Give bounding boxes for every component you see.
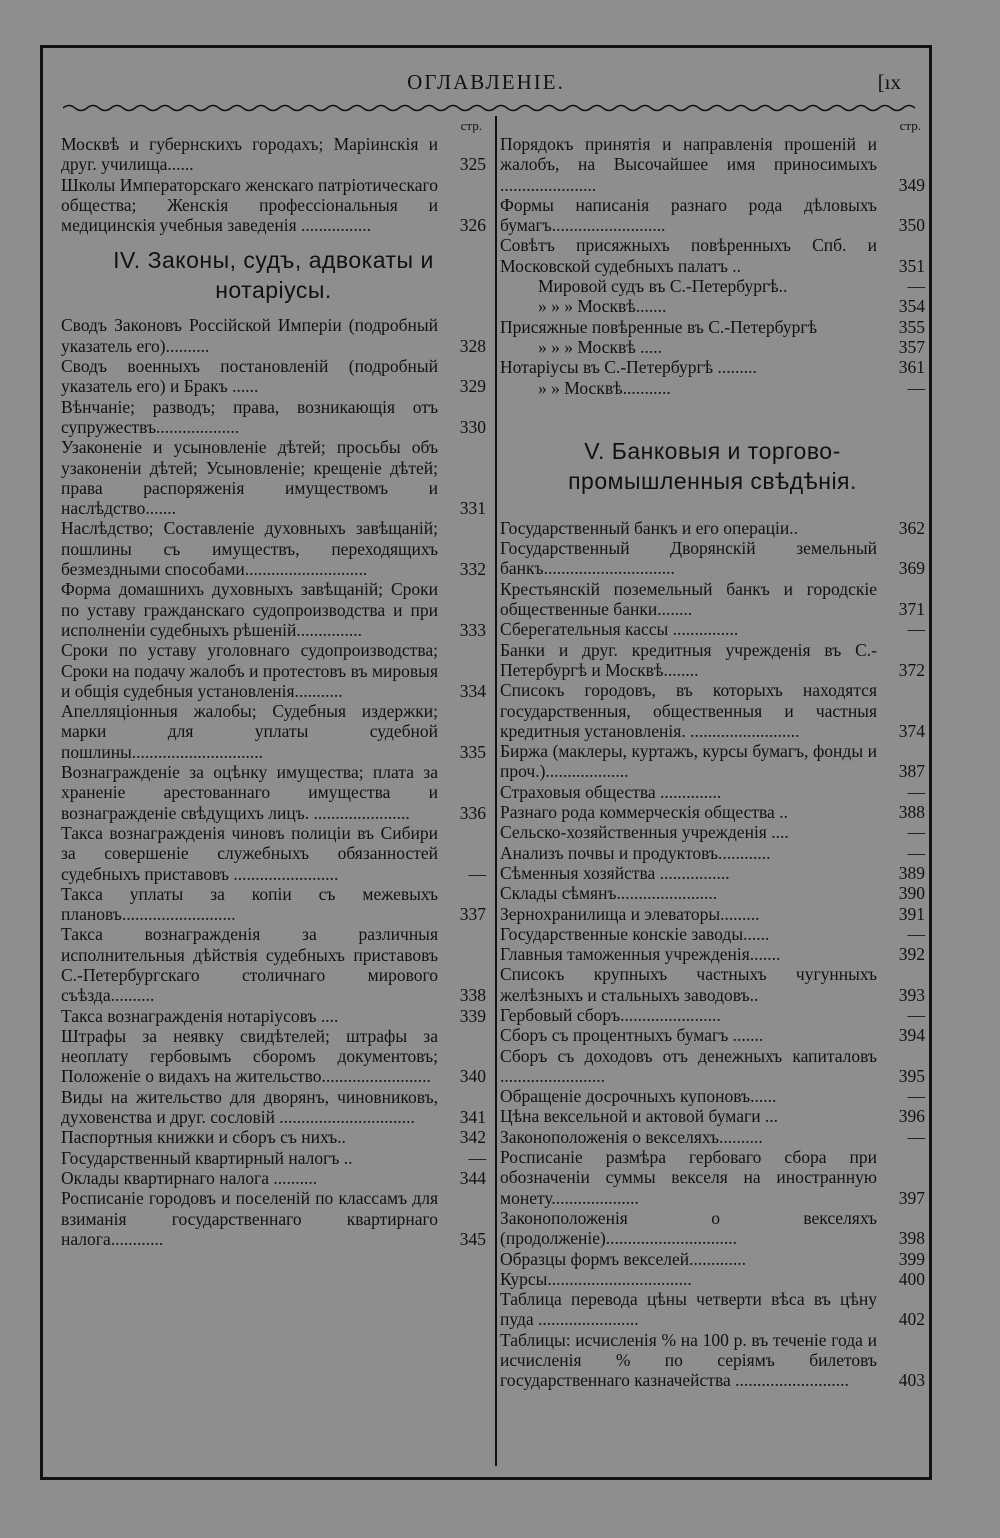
toc-entry-page: 394 xyxy=(898,1025,925,1046)
toc-entry-page: 349 xyxy=(898,174,925,195)
toc-entry-page: 389 xyxy=(898,862,925,883)
toc-entry-page: 329 xyxy=(459,376,486,397)
toc-entry-page: 361 xyxy=(898,357,925,378)
toc-entry-title: Росписаніе городовъ и поселеній по классамъ для взиманія государственнаго квартирнаго налога............ xyxy=(61,1188,438,1249)
toc-entry-title: Главныя таможенныя учрежденія....... xyxy=(500,944,781,965)
toc-entry-page: 338 xyxy=(459,985,486,1006)
toc-entry-title: Государственный Дворянскій земельный банкъ.............................. xyxy=(500,538,877,579)
toc-entry xyxy=(500,1330,925,1391)
toc-entry-title: Вѣнчаніе; разводъ; права, возникающія отъ супружествъ................... xyxy=(61,396,438,437)
toc-entry xyxy=(61,762,486,823)
toc-entry xyxy=(500,134,925,195)
toc-entry-page: 333 xyxy=(459,619,486,640)
toc-entry xyxy=(61,1168,486,1188)
toc-entry-title: Таблицы: исчисленія % на 100 р. въ теченіе года и исчисленія % по серіямъ билетовъ государственнаго казначейства .......................... xyxy=(500,1329,877,1391)
toc-entry-title: Такса вознагражденія за различныя исполнительныя дѣйствія судебныхъ приставовъ С.-Петербургскаго столичнаго мирового съѣзда.......... xyxy=(61,924,438,1006)
toc-entry xyxy=(500,863,925,883)
toc-entry xyxy=(500,276,925,296)
toc-entry xyxy=(500,538,925,579)
toc-entry-title: Биржа (маклеры, куртажъ, курсы бумагъ, фонды и проч.)................... xyxy=(500,741,877,782)
toc-entry-page: — xyxy=(907,619,925,640)
toc-entry xyxy=(61,884,486,925)
toc-entry-title: Виды на жительство для дворянъ, чиновниковъ, духовенства и друг. сословій ............................... xyxy=(61,1086,438,1128)
toc-entry-title: Зернохранилища и элеваторы......... xyxy=(500,903,760,924)
toc-entry-page: 390 xyxy=(898,883,925,904)
toc-entry-page: 342 xyxy=(459,1127,486,1148)
toc-entry-page: 355 xyxy=(898,316,925,337)
toc-entry xyxy=(61,924,486,1005)
toc-entry-title: Сберегательныя кассы ............... xyxy=(500,619,739,640)
toc-entry-title: Сѣменныя хозяйства ................ xyxy=(500,862,730,883)
document-page xyxy=(40,45,932,1480)
toc-entry-title: Такса вознагражденія чиновъ полиціи въ Сибири за совершеніе служебныхъ обязанностей судебныхъ приставовъ ........................ xyxy=(61,822,438,884)
toc-entry-page: 403 xyxy=(898,1370,925,1391)
toc-entry-title: Разнаго рода коммерческія общества .. xyxy=(500,802,788,823)
toc-entry-page: — xyxy=(907,822,925,843)
toc-entry-page: 334 xyxy=(459,680,486,701)
toc-entry xyxy=(500,337,925,357)
toc-entry-title: Страховыя общества .............. xyxy=(500,781,722,802)
toc-entry xyxy=(61,1006,486,1026)
column-divider xyxy=(495,116,497,1466)
left-entries xyxy=(61,315,486,1249)
toc-entry-page: 369 xyxy=(898,558,925,579)
left-entries-top xyxy=(61,134,486,235)
toc-entry-title: Узаконеніе и усыновленіе дѣтей; просьбы объ узаконеніи дѣтей; Усыновленіе; крещеніе дѣтей; права распоряженія имуществомъ и наслѣдство....... xyxy=(61,437,438,519)
toc-entry xyxy=(500,579,925,620)
toc-entry-page: 354 xyxy=(898,296,925,317)
toc-entry xyxy=(500,378,925,398)
toc-entry xyxy=(500,1106,925,1126)
toc-entry xyxy=(500,843,925,863)
toc-entry xyxy=(500,317,925,337)
toc-entry xyxy=(500,924,925,944)
toc-entry-title: Обращеніе досрочныхъ купоновъ...... xyxy=(500,1086,777,1107)
toc-entry-title: Сельско-хозяйственныя учрежденія .... xyxy=(500,822,789,843)
toc-entry-page: 400 xyxy=(898,1268,925,1289)
toc-entry-page: — xyxy=(907,923,925,944)
toc-entry-page: — xyxy=(907,276,925,297)
toc-entry xyxy=(500,296,925,316)
toc-entry-page: 388 xyxy=(898,802,925,823)
toc-entry-page: 398 xyxy=(898,1228,925,1249)
toc-entry-page: 345 xyxy=(459,1228,486,1249)
toc-entry-page: 325 xyxy=(459,154,486,175)
toc-entry-title: Присяжные повѣренные въ С.-Петербургѣ xyxy=(500,316,818,337)
toc-entry xyxy=(500,1046,925,1087)
decorative-rule xyxy=(63,103,915,113)
toc-entry-title: Совѣтъ присяжныхъ повѣренныхъ Спб. и Московской судебныхъ палатъ .. xyxy=(500,235,877,276)
toc-entry xyxy=(500,195,925,236)
toc-entry xyxy=(500,883,925,903)
toc-entry-page: 344 xyxy=(459,1167,486,1188)
toc-entry xyxy=(500,964,925,1005)
toc-entry-page: — xyxy=(907,1126,925,1147)
toc-entry xyxy=(61,397,486,438)
toc-entry-title: Порядокъ принятія и направленія прошеній и жалобъ, на Высочайшее имя приносимыхъ ...................... xyxy=(500,134,877,195)
toc-entry xyxy=(500,619,925,639)
toc-entry-page: — xyxy=(907,377,925,398)
toc-entry-page: 326 xyxy=(459,215,486,236)
toc-entry-title: Цѣна вексельной и актовой бумаги ... xyxy=(500,1106,779,1127)
toc-entry-title: Государственный квартирный налогъ .. xyxy=(61,1147,353,1168)
toc-entry-title: Оклады квартирнаго налога .......... xyxy=(61,1167,318,1188)
toc-entry-page: 371 xyxy=(898,599,925,620)
toc-entry-title: Сборъ съ доходовъ отъ денежныхъ капиталовъ ........................ xyxy=(500,1045,877,1086)
toc-entry-page: 339 xyxy=(459,1005,486,1026)
toc-entry-page: 362 xyxy=(898,517,925,538)
toc-entry-title: Школы Императорскаго женскаго патріотическаго общества; Женскія профессіональныя и медицинскія учебныя заведенія ................ xyxy=(61,174,438,236)
toc-entry-title: » » » Москвѣ....... xyxy=(538,296,667,317)
toc-entry xyxy=(500,640,925,681)
toc-entry xyxy=(500,1249,925,1269)
toc-entry xyxy=(61,579,486,640)
toc-entry-page: — xyxy=(468,1147,486,1168)
toc-entry-page: — xyxy=(907,1004,925,1025)
toc-entry-page: 372 xyxy=(898,659,925,680)
toc-entry-title: » » » Москвѣ ..... xyxy=(538,336,662,357)
toc-entry-page: 332 xyxy=(459,559,486,580)
toc-entry xyxy=(500,518,925,538)
toc-entry-title: Штрафы за неявку свидѣтелей; штрафы за неоплату гербовымъ сборомъ документовъ; Положеніе о видахъ на жительство......................... xyxy=(61,1025,438,1087)
toc-entry-title: Сроки по уставу уголовнаго судопроизводства; Сроки на подачу жалобъ и протестовъ въ мировыя и общія судебныя установленія........... xyxy=(61,640,438,701)
toc-entry-title: Таблица перевода цѣны четверти вѣса въ цѣну пуда ....................... xyxy=(500,1289,877,1330)
toc-entry-title: Москвѣ и губернскихъ городахъ; Маріинскія и друг. училища...... xyxy=(61,134,438,175)
toc-entry xyxy=(500,944,925,964)
toc-entry xyxy=(500,1147,925,1208)
toc-entry-page: 395 xyxy=(898,1065,925,1086)
toc-entry xyxy=(500,1127,925,1147)
toc-entry xyxy=(61,134,486,175)
toc-entry-title: Сводъ Законовъ Россійской Имперіи (подробный указатель его).......... xyxy=(61,315,438,356)
toc-entry xyxy=(61,701,486,762)
toc-entry-title: Росписаніе размѣра гербоваго сбора при обозначеніи суммы векселя на иностранную монету.................... xyxy=(500,1147,877,1208)
toc-entry-title: Сборъ съ процентныхъ бумагъ ....... xyxy=(500,1025,764,1046)
toc-entry xyxy=(500,1025,925,1045)
toc-entry-page: 374 xyxy=(898,720,925,741)
toc-entry-page: 341 xyxy=(459,1107,486,1128)
toc-entry-title: Сводъ военныхъ постановленій (подробный указатель его) и Бракъ ...... xyxy=(61,356,438,397)
toc-entry-page: — xyxy=(468,863,486,884)
left-column xyxy=(61,118,486,1249)
toc-entry-page: 357 xyxy=(898,336,925,357)
page-number: [ıx xyxy=(877,70,901,94)
toc-entry xyxy=(500,235,925,276)
toc-entry-page: 330 xyxy=(459,416,486,437)
toc-entry xyxy=(61,823,486,884)
toc-entry-title: Курсы................................. xyxy=(500,1268,692,1289)
toc-entry xyxy=(500,680,925,741)
right-entries-top xyxy=(500,134,925,398)
toc-entry-page: 393 xyxy=(898,984,925,1005)
toc-entry-title: Банки и друг. кредитныя учрежденія въ С.-Петербургѣ и Москвѣ........ xyxy=(500,639,877,680)
toc-entry-page: 351 xyxy=(898,255,925,276)
toc-entry-title: Склады сѣмянъ....................... xyxy=(500,883,718,904)
toc-entry xyxy=(500,822,925,842)
toc-entry-title: Такса уплаты за копіи съ межевыхъ плановъ.......................... xyxy=(61,883,438,925)
toc-entry-title: Мировой судъ въ С.-Петербургѣ.. xyxy=(538,276,788,297)
toc-entry-page: 335 xyxy=(459,741,486,762)
toc-entry-page: 336 xyxy=(459,802,486,823)
toc-entry-page: 387 xyxy=(898,761,925,782)
toc-entry xyxy=(500,741,925,782)
toc-entry-page: 340 xyxy=(459,1066,486,1087)
toc-entry xyxy=(500,802,925,822)
toc-entry-page: — xyxy=(907,842,925,863)
toc-entry-title: Образцы формъ векселей............. xyxy=(500,1248,747,1269)
toc-entry-title: Списокъ крупныхъ частныхъ чугунныхъ желѣзныхъ и стальныхъ заводовъ.. xyxy=(500,964,877,1005)
right-entries xyxy=(500,518,925,1391)
toc-entry-title: Списокъ городовъ, въ которыхъ находятся государственныя, общественныя и частныя кредитныя установленія. ......................... xyxy=(500,680,877,741)
toc-entry xyxy=(500,1269,925,1289)
toc-entry xyxy=(500,1289,925,1330)
toc-entry-title: Паспортныя книжки и сборъ съ нихъ.. xyxy=(61,1127,346,1148)
toc-entry xyxy=(61,518,486,579)
toc-entry-title: Государственные конскіе заводы...... xyxy=(500,923,770,944)
toc-entry-title: Анализъ почвы и продуктовъ............ xyxy=(500,842,771,863)
page-title: ОГЛАВЛЕНІЕ. xyxy=(407,70,565,94)
page-column-label: стр. xyxy=(899,118,921,133)
toc-entry xyxy=(500,1208,925,1249)
toc-entry xyxy=(500,782,925,802)
toc-entry-page: — xyxy=(907,1086,925,1107)
toc-entry-title: Вознагражденіе за оцѣнку имущества; плата за храненіе арестованнаго имущества и вознагражденіе свѣдущихъ лицъ. ...................... xyxy=(61,762,438,823)
toc-entry-page: 337 xyxy=(459,904,486,925)
toc-entry-page: 399 xyxy=(898,1248,925,1269)
toc-entry xyxy=(61,1148,486,1168)
toc-entry xyxy=(61,1188,486,1249)
section-heading-v: V. Банковыя и торгово-промышленныя свѣдѣнія. xyxy=(568,437,857,494)
toc-entry-page: 331 xyxy=(459,498,486,519)
toc-entry-title: Апелляціонныя жалобы; Судебныя издержки; марки для уплаты судебной пошлины.............................. xyxy=(61,701,438,762)
section-heading-iv: IV. Законы, судъ, адвокаты и нотаріусы. xyxy=(113,247,434,304)
toc-entry-title: » » Москвѣ........... xyxy=(538,377,671,398)
page-column-label: стр. xyxy=(460,118,482,133)
right-column xyxy=(500,118,925,1391)
toc-entry-title: Форма домашнихъ духовныхъ завѣщаній; Сроки по уставу гражданскаго судопроизводства и при исполненіи судебныхъ рѣшеній............... xyxy=(61,579,438,640)
toc-entry xyxy=(500,904,925,924)
toc-entry xyxy=(61,1026,486,1087)
toc-entry xyxy=(61,315,486,356)
toc-entry-page: 391 xyxy=(898,903,925,924)
toc-entry-page: 402 xyxy=(898,1309,925,1330)
toc-entry-page: 392 xyxy=(898,944,925,965)
toc-entry-title: Законоположенія о векселяхъ (продолженіе).............................. xyxy=(500,1207,877,1249)
toc-entry-title: Законоположенія о векселяхъ.......... xyxy=(500,1126,763,1147)
toc-entry xyxy=(61,1127,486,1147)
toc-entry xyxy=(61,437,486,518)
toc-entry-page: 328 xyxy=(459,335,486,356)
toc-entry xyxy=(61,1087,486,1128)
toc-entry-page: 397 xyxy=(898,1187,925,1208)
toc-entry xyxy=(61,356,486,397)
toc-entry xyxy=(500,357,925,377)
toc-entry xyxy=(61,175,486,236)
toc-entry-title: Нотаріусы въ С.-Петербургѣ ......... xyxy=(500,357,757,378)
toc-entry xyxy=(61,640,486,701)
toc-entry-title: Формы написанія разнаго рода дѣловыхъ бумагъ.......................... xyxy=(500,194,877,236)
toc-entry-page: 350 xyxy=(898,215,925,236)
toc-entry-title: Государственный банкъ и его операціи.. xyxy=(500,517,799,538)
toc-entry xyxy=(500,1005,925,1025)
toc-entry-title: Наслѣдство; Составленіе духовныхъ завѣщаній; пошлины съ имуществъ, переходящихъ безмездными способами............................ xyxy=(61,518,438,580)
toc-entry xyxy=(500,1086,925,1106)
toc-entry-title: Крестьянскій поземельный банкъ и городскіе общественные банки........ xyxy=(500,578,877,620)
toc-entry-page: — xyxy=(907,781,925,802)
toc-entry-title: Гербовый сборъ....................... xyxy=(500,1004,721,1025)
toc-entry-page: 396 xyxy=(898,1106,925,1127)
toc-entry-title: Такса вознагражденія нотаріусовъ .... xyxy=(61,1005,339,1026)
